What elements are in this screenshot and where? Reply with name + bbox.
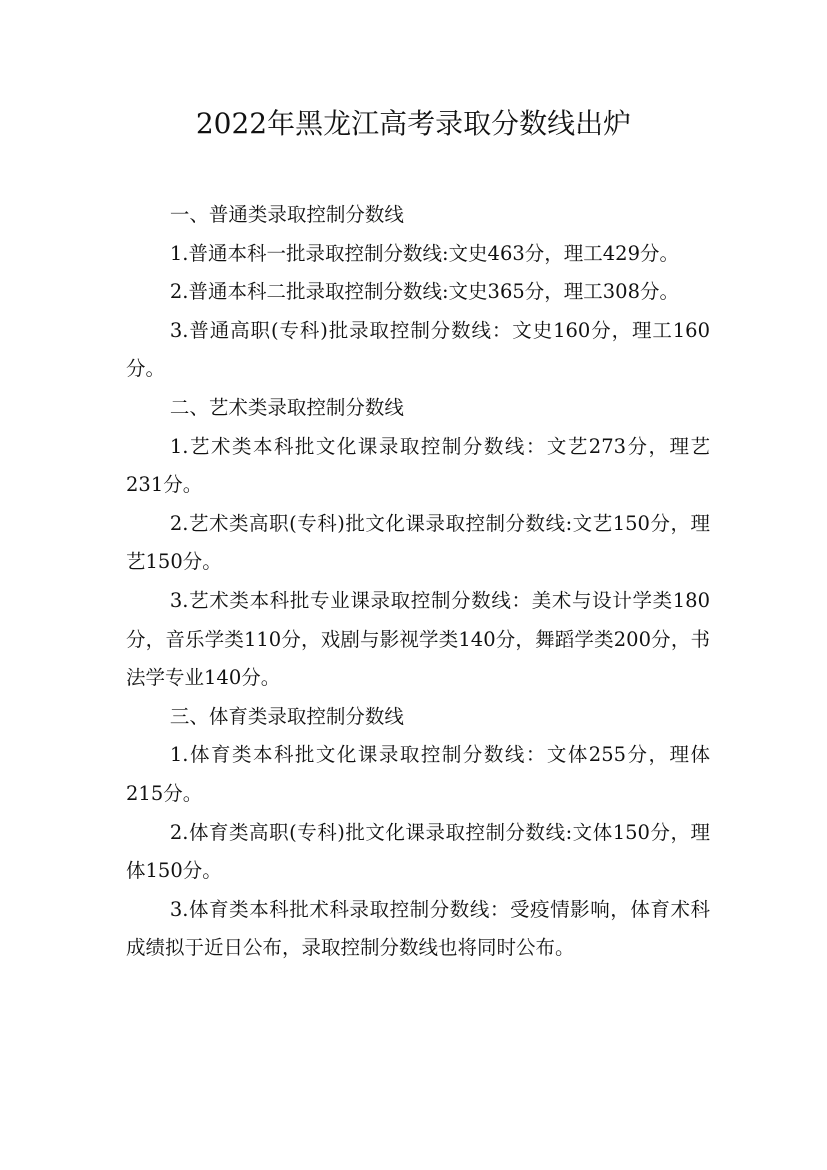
document-title: 2022年黑龙江高考录取分数线出炉 xyxy=(195,107,632,140)
paragraph-sports-undergrad-culture: 1.体育类本科批文化课录取控制分数线：文体255分，理体 215分。 xyxy=(126,743,710,805)
paragraph-general-undergrad-first: 1.普通本科一批录取控制分数线:文史463分，理工429分。 xyxy=(169,241,679,265)
paragraph-arts-vocational-culture: 2.艺术类高职(专科)批文化课录取控制分数线:文艺150分，理艺150分。 xyxy=(126,511,710,574)
paragraph-sports-undergrad-skill: 3.体育类本科批术科录取控制分数线：受疫情影响，体育术科成绩拟于近日公布，录取控制分数线也将同时公布。 xyxy=(126,897,710,960)
section-heading-sports: 三、体育类录取控制分数线 xyxy=(169,704,404,728)
section-heading-general: 一、普通类录取控制分数线 xyxy=(169,203,404,226)
paragraph-general-undergrad-second: 2.普通本科二批录取控制分数线:文史365分，理工308分。 xyxy=(169,280,679,304)
paragraph-arts-undergrad-culture: 1.艺术类本科批文化课录取控制分数线：文艺273分，理艺 231分。 xyxy=(126,434,710,497)
document-body xyxy=(126,196,710,968)
paragraph-sports-vocational-culture: 2.体育类高职(专科)批文化课录取控制分数线:文体150分，理体150分。 xyxy=(126,820,710,883)
section-heading-arts: 二、艺术类录取控制分数线 xyxy=(169,395,404,419)
paragraph-arts-undergrad-professional: 3.艺术类本科批专业课录取控制分数线：美术与设计学类180分，音乐学类110分，戏剧与影视学类140分，舞蹈学类200分，书法学专业140分。 xyxy=(126,588,710,690)
paragraph-general-vocational: 3.普通高职(专科)批录取控制分数线：文史160分，理工160分。 xyxy=(126,318,710,381)
